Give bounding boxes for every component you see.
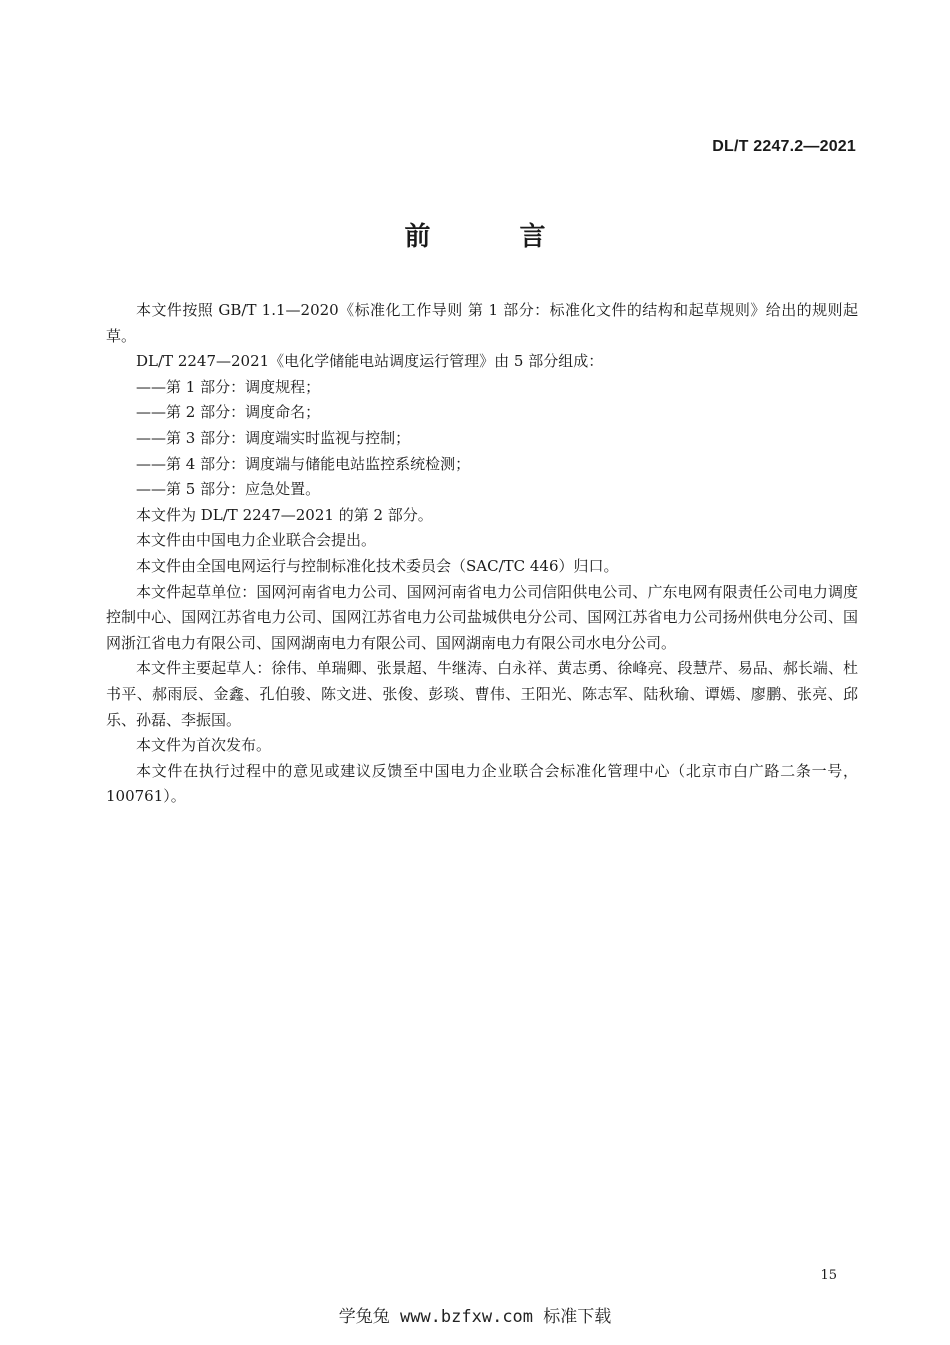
paragraph-drafting-rules: 本文件按照 GB/T 1.1—2020《标准化工作导则 第 1 部分：标准化文件的结构和起草规则》给出的规则起草。: [106, 301, 858, 345]
list-item-part-5: ——第 5 部分：应急处置。: [136, 480, 321, 499]
paragraph-drafters: 本文件主要起草人：徐伟、单瑞卿、张景超、牛继涛、白永祥、黄志勇、徐峰亮、段慧芹、易品、郝长端、杜书平、郝雨辰、金鑫、孔伯骏、陈文进、张俊、彭琰、曹伟、王阳光、陈志军、陆秋瑜、谭嫣、廖鹏、张亮、邱乐、孙磊、李振国。: [106, 659, 858, 729]
page-title: 前 言: [404, 222, 586, 252]
list-item-part-2: ——第 2 部分：调度命名；: [136, 403, 321, 422]
list-item-part-3: ——第 3 部分：调度端实时监视与控制；: [136, 428, 411, 447]
list-item-part-1: ——第 1 部分：调度规程；: [136, 377, 321, 396]
foreword-body: [106, 298, 858, 810]
page-number: 15: [820, 1268, 837, 1283]
footer-watermark: 学兔兔 www.bzfxw.com 标准下载: [338, 1307, 612, 1327]
paragraph-feedback: 本文件在执行过程中的意见或建议反馈至中国电力企业联合会标准化管理中心（北京市白广路二条一号，100761）。: [106, 761, 858, 806]
document-code: DL/T 2247.2—2021: [712, 138, 856, 155]
paragraph-committee: 本文件由全国电网运行与控制标准化技术委员会（SAC/TC 446）归口。: [136, 556, 619, 575]
paragraph-series-composition: DL/T 2247—2021《电化学储能电站调度运行管理》由 5 部分组成：: [136, 352, 604, 371]
paragraph-first-release: 本文件为首次发布。: [136, 736, 272, 755]
paragraph-proposer: 本文件由中国电力企业联合会提出。: [136, 531, 377, 550]
list-item-part-4: ——第 4 部分：调度端与储能电站监控系统检测；: [136, 454, 471, 473]
paragraph-drafting-units: 本文件起草单位：国网河南省电力公司、国网河南省电力公司信阳供电公司、广东电网有限责任公司电力调度控制中心、国网江苏省电力公司、国网江苏省电力公司盐城供电分公司、国网江苏省电力公司扬州供电分公司、国网浙江省电力有限公司、国网湖南电力有限公司、国网湖南电力有限公司水电分公司。: [106, 582, 858, 652]
paragraph-part-statement: 本文件为 DL/T 2247—2021 的第 2 部分。: [136, 505, 433, 524]
